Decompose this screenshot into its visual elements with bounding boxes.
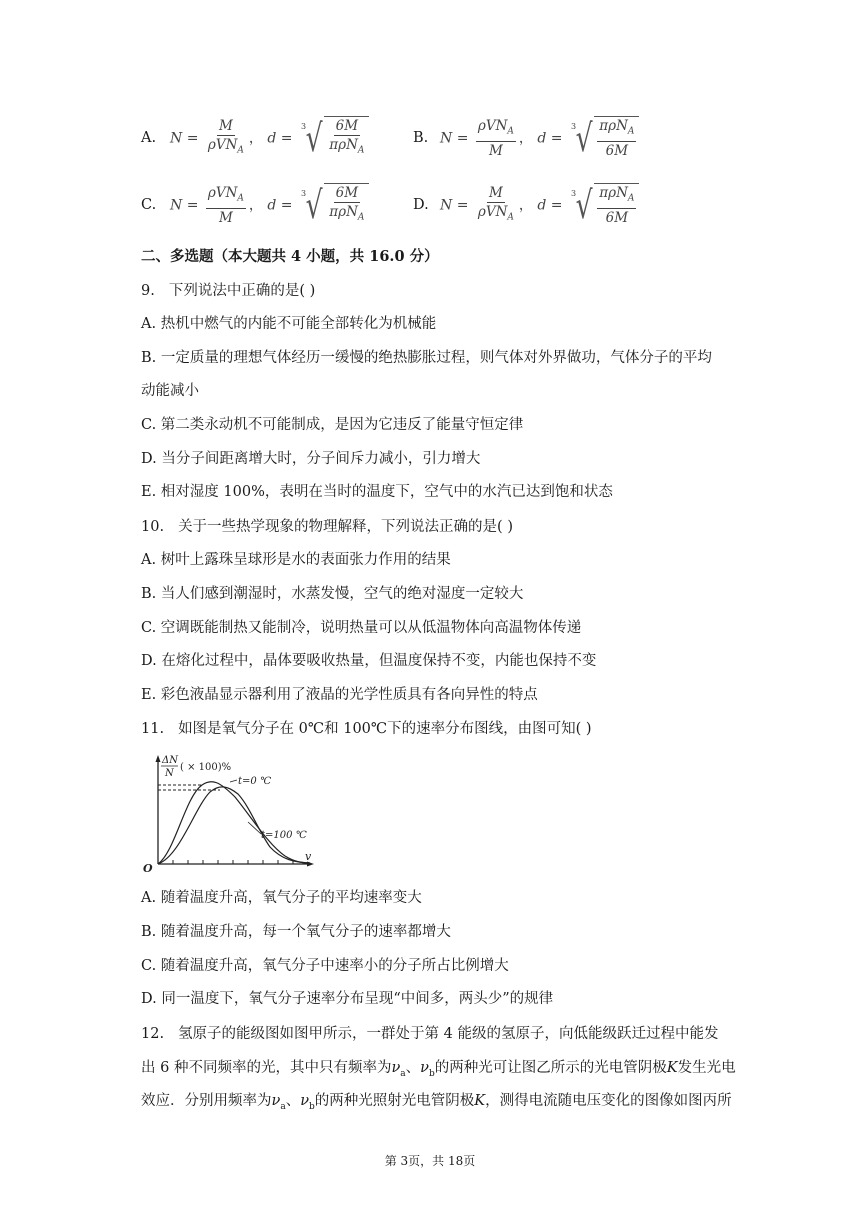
num-text: ρVN — [207, 185, 238, 201]
numerator — [597, 185, 636, 209]
option-8c — [141, 195, 156, 215]
den-text: ρVN — [477, 204, 508, 220]
curve-label-100c: t=100 ℃ — [261, 830, 307, 841]
var-n: N = — [440, 197, 469, 214]
fraction — [476, 185, 516, 226]
var-d: d = — [267, 197, 293, 214]
numerator: 6M — [335, 118, 359, 134]
subscript: a — [280, 1101, 286, 1112]
denominator: M — [218, 209, 233, 226]
option-8b-formula — [440, 118, 639, 159]
question-text: 如图是氧气分子在 0℃和 100℃下的速率分布图线，由图可知( ) — [178, 721, 592, 737]
y-label-numerator: ΔN — [162, 755, 178, 766]
separator: 、 — [285, 1093, 301, 1109]
text-segment: 的两种光可让图乙所示的光电管阴极 — [434, 1060, 667, 1076]
fraction — [476, 118, 516, 159]
text-segment: ，测得电流随电压变化的图像如图丙所 — [485, 1093, 732, 1109]
option-9b: B. 一定质量的理想气体经历一缓慢的绝热膨胀过程，则气体对外界做功，气体分子的平均 — [141, 350, 712, 366]
var-k: K — [474, 1093, 486, 1109]
cube-root — [567, 118, 639, 159]
root-index: 3 — [300, 121, 307, 131]
root-index: 3 — [300, 188, 307, 198]
origin-label: O — [143, 862, 153, 872]
question-12-line-2 — [141, 1058, 736, 1084]
denominator — [476, 203, 516, 226]
option-label: C. — [141, 197, 157, 213]
cube-root — [567, 185, 639, 226]
option-9e: E. 相对湿度 100%，表明在当时的温度下，空气中的水汽已达到饱和状态 — [141, 484, 613, 500]
numerator: 6M — [335, 185, 359, 201]
subscript: a — [400, 1068, 406, 1079]
option-8d-formula — [440, 185, 639, 226]
denominator — [327, 203, 366, 226]
numerator — [597, 118, 636, 142]
curve-label-0c: t=0 ℃ — [238, 776, 272, 787]
denominator — [327, 136, 366, 159]
numerator — [476, 118, 516, 142]
var-n: N = — [440, 130, 469, 147]
numerator: M — [218, 118, 233, 134]
fraction — [206, 118, 246, 159]
y-label-unit: ( × 100)% — [180, 762, 232, 773]
subscript: b — [309, 1101, 315, 1112]
denominator: M — [488, 142, 503, 159]
comma: ， — [518, 197, 533, 214]
root-index: 3 — [570, 121, 577, 131]
option-10e: E. 彩色液晶显示器利用了液晶的光学性质具有各向异性的特点 — [141, 687, 538, 703]
option-9c: C. 第二类永动机不可能制成，是因为它违反了能量守恒定律 — [141, 417, 524, 433]
option-11b: B. 随着温度升高，每一个氧气分子的速率都增大 — [141, 924, 451, 940]
var-n: N = — [170, 197, 199, 214]
num-text: πρN — [599, 118, 628, 134]
question-text: 下列说法中正确的是( ) — [168, 283, 316, 299]
subscript: A — [507, 126, 514, 137]
radical-sign-icon: √ — [575, 116, 593, 161]
den-text: πρN — [329, 204, 358, 220]
question-number: 10. — [141, 519, 165, 535]
denominator — [206, 136, 246, 159]
option-9a: A. 热机中燃气的内能不可能全部转化为机械能 — [141, 316, 437, 332]
option-10c: C. 空调既能制热又能制冷，说明热量可以从低温物体向高温物体传递 — [141, 620, 582, 636]
question-11-stem — [141, 719, 592, 739]
subscript: A — [507, 212, 514, 223]
fraction — [327, 185, 366, 226]
fraction — [597, 185, 636, 226]
comma: ， — [518, 130, 533, 147]
subscript: b — [428, 1068, 435, 1079]
den-text: ρVN — [207, 137, 238, 153]
option-10b: B. 当人们感到潮湿时，水蒸发慢，空气的绝对湿度一定较大 — [141, 586, 524, 602]
option-8c-formula — [170, 185, 369, 226]
den-text: πρN — [329, 137, 358, 153]
y-axis-arrow-icon — [156, 755, 161, 762]
cube-root — [297, 118, 369, 159]
comma: ， — [248, 130, 263, 147]
numerator: M — [488, 185, 503, 201]
var-nu-b: ν — [420, 1060, 429, 1076]
fraction — [597, 118, 636, 159]
section-header: 二、多选题（本大题共 4 小题，共 16.0 分） — [141, 248, 439, 265]
x-label: v — [305, 850, 312, 863]
separator: 、 — [405, 1060, 421, 1076]
cube-root — [297, 185, 369, 226]
speed-distribution-figure — [140, 752, 330, 872]
var-d: d = — [267, 130, 293, 147]
question-number: 11. — [141, 721, 165, 737]
option-8b — [413, 128, 428, 148]
subscript: A — [237, 193, 244, 204]
option-label: D. — [413, 197, 429, 213]
text-segment: 出 6 种不同频率的光，其中只有频率为 — [141, 1060, 392, 1076]
subscript: A — [237, 145, 244, 156]
denominator: 6M — [605, 209, 629, 226]
var-d: d = — [537, 197, 563, 214]
num-text: ρVN — [477, 118, 508, 134]
curve-0c — [158, 782, 310, 864]
var-nu-a: ν — [271, 1093, 281, 1109]
question-text: 关于一些热学现象的物理解释，下列说法正确的是( ) — [178, 519, 513, 535]
label-leader-0c — [230, 780, 237, 782]
var-nu-b: ν — [300, 1093, 310, 1109]
subscript: A — [357, 212, 365, 223]
subscript: A — [627, 126, 635, 137]
var-n: N = — [170, 130, 199, 147]
root-index: 3 — [570, 188, 577, 198]
option-8a-formula — [170, 118, 369, 159]
subscript: A — [627, 193, 635, 204]
question-number: 9. — [141, 283, 155, 299]
option-11c: C. 随着温度升高，氧气分子中速率小的分子所占比例增大 — [141, 958, 509, 974]
question-9-stem — [141, 281, 315, 301]
option-8a — [141, 128, 156, 148]
radical-sign-icon: √ — [305, 183, 323, 228]
option-10a: A. 树叶上露珠呈球形是水的表面张力作用的结果 — [141, 552, 451, 568]
subscript: A — [357, 145, 365, 156]
radical-sign-icon: √ — [575, 183, 593, 228]
question-text: 氢原子的能级图如图甲所示，一群处于第 4 能级的氢原子，向低能级跃迁过程中能发 — [178, 1026, 719, 1042]
num-text: πρN — [599, 185, 628, 201]
y-label-denominator: N — [165, 768, 174, 779]
var-nu-a: ν — [391, 1060, 401, 1076]
option-8d — [413, 195, 429, 215]
option-label: A. — [141, 130, 157, 146]
question-12-line-1 — [141, 1024, 719, 1044]
var-k: K — [666, 1060, 678, 1076]
option-10d: D. 在熔化过程中，晶体要吸收热量，但温度保持不变，内能也保持不变 — [141, 653, 597, 669]
text-segment: 发生光电 — [677, 1060, 736, 1076]
curve-100c — [158, 787, 308, 864]
text-segment: 的两种光照射光电管阴极 — [314, 1093, 475, 1109]
option-9d: D. 当分子间距离增大时，分子间斥力减小，引力增大 — [141, 451, 481, 467]
text-segment: 效应．分别用频率为 — [141, 1093, 272, 1109]
denominator: 6M — [605, 142, 629, 159]
radical-sign-icon: √ — [305, 116, 323, 161]
comma: ， — [248, 197, 263, 214]
question-10-stem — [141, 517, 513, 537]
option-label: B. — [413, 130, 429, 146]
numerator — [206, 185, 246, 209]
fraction — [206, 185, 246, 226]
option-11a: A. 随着温度升高，氧气分子的平均速率变大 — [141, 890, 422, 906]
option-11d: D. 同一温度下，氧气分子速率分布呈现“中间多，两头少”的规律 — [141, 991, 554, 1007]
page-footer: 第 3页，共 18页 — [384, 1154, 476, 1168]
var-d: d = — [537, 130, 563, 147]
option-9b-continued: 动能减小 — [141, 383, 199, 399]
question-number: 12. — [141, 1026, 165, 1042]
fraction — [327, 118, 366, 159]
question-12-line-3 — [141, 1091, 732, 1117]
